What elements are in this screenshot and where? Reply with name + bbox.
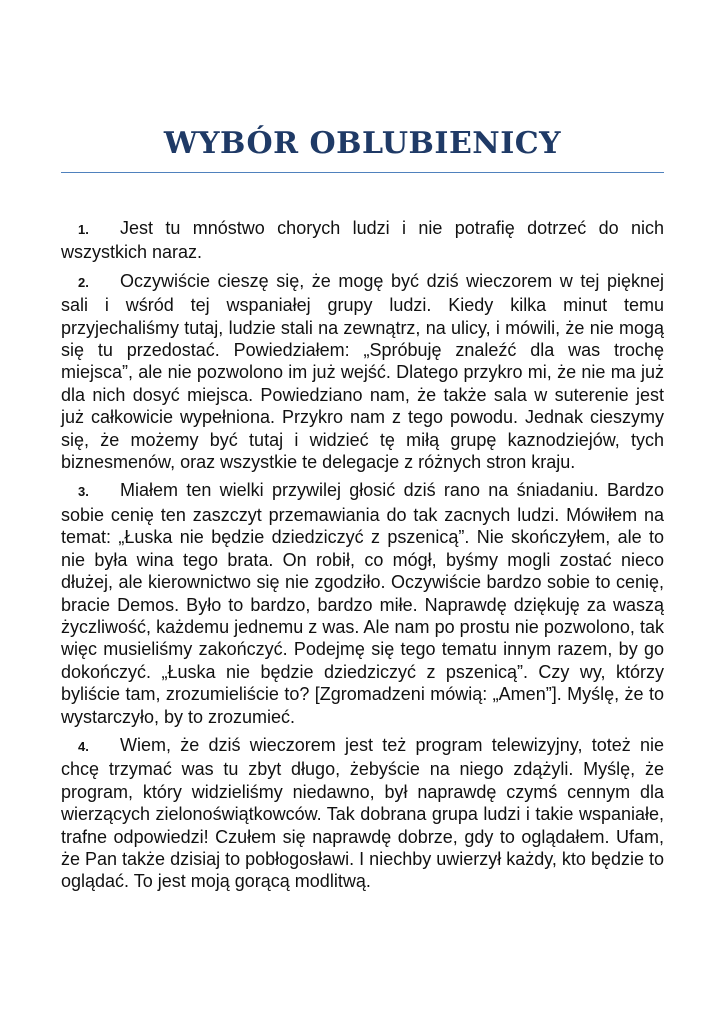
paragraph-3: [61, 479, 664, 727]
title-underline-divider: [61, 172, 664, 173]
paragraph-number: 3.: [78, 484, 89, 500]
document-page: [61, 0, 664, 899]
paragraph-text: Jest tu mnóstwo chorych ludzi i nie potrafię dotrzeć do nich wszystkich naraz.: [61, 218, 664, 263]
document-body: [61, 217, 664, 893]
paragraph-text: Wiem, że dziś wieczorem jest też program telewizyjny, toteż nie chcę trzymać was tu zbyt długo, żebyście na niego zdążyli. Myślę, że program, który widzieliśmy niedawno, był naprawdę czymś cennym dla wierzących zielonoświątkowców. Tak dobrana grupa ludzi i takie wspaniałe, trafne odpowiedzi! Czułem się naprawdę dobrze, gdy to oglądałem. Ufam, że Pan także dzisiaj to pobłogosławi. I niechby uwierzył każdy, kto będzie to oglądać. To jest moją gorącą modlitwą.: [61, 734, 664, 892]
paragraph-number: 2.: [78, 274, 89, 290]
paragraph-4: [61, 734, 664, 893]
paragraph-2: [61, 270, 664, 474]
paragraph-number: 4.: [78, 738, 89, 754]
document-title: WYBÓR OBLUBIENICY: [163, 126, 562, 161]
paragraph-1: [61, 217, 664, 264]
paragraph-text: Miałem ten wielki przywilej głosić dziś rano na śniadaniu. Bardzo sobie cenię ten zaszczyt przemawiania do tak zacnych ludzi. Mówiłem na temat: „Łuska nie będzie dziedziczyć z pszenicą”. Nie skończyłem, ale to nie była wina tego brata. On robił, co mógł, byśmy mogli zostać nieco dłużej, ale kierownictwo się nie zgodziło. Oczywiście bardzo sobie to cenię, bracie Demos. Było to bardzo, bardzo miłe. Naprawdę dziękuję za waszą życzliwość, każdemu jednemu z was. Ale nam po prostu nie pozwolono, tak więc musieliśmy zakończyć. Podejmę się tego tematu innym razem, by go dokończyć. „Łuska nie będzie dziedziczyć z pszenicą”. Czy wy, którzy byliście tam, zrozumieliście to? [Zgromadzeni mówią: „Amen”]. Myślę, że to wystarczyło, by to zrozumieć.: [61, 480, 664, 727]
paragraph-number: 1.: [78, 222, 89, 237]
paragraph-text: Oczywiście cieszę się, że mogę być dziś wieczorem w tej pięknej sali i wśród tej wspaniałej grupy ludzi. Kiedy kilka minut temu przyjechaliśmy tutaj, ludzie stali na zewnątrz, na ulicy, i mówili, że nie mogą się tu przedostać. Powiedziałem: „Spróbuję znaleźć dla was trochę miejsca”, ale nie pozwolono im już wejść. Dlatego przykro mi, że nie ma już dla nich dosyć miejsca. Powiedziano nam, że także sala w suterenie jest już całkowicie wypełniona. Przykro nam z tego powodu. Jednak cieszymy się, że możemy być tutaj i widzieć tę miłą grupę kaznodziejów, tych biznesmenów, oraz wszystkie te delegacje z różnych stron kraju.: [61, 270, 664, 473]
